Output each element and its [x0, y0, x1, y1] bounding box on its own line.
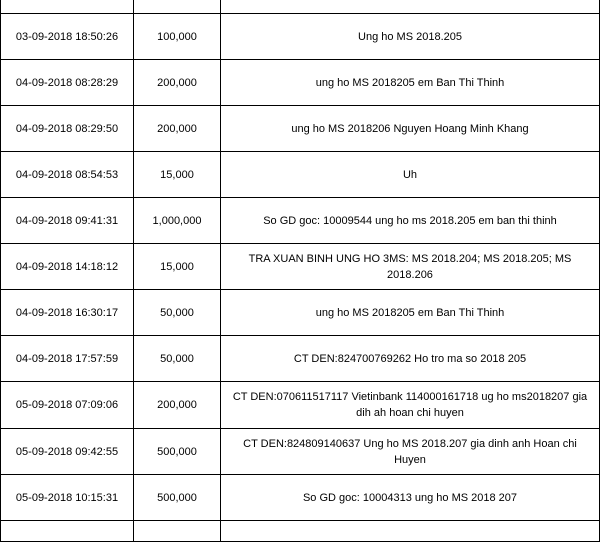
- table-row: [1, 336, 600, 382]
- amount-cell: 50,000: [134, 290, 221, 336]
- time-cell: 04-09-2018 08:54:53: [1, 152, 134, 198]
- amount-cell: 1,000,000: [134, 198, 221, 244]
- description-cell: CT DEN:824700769262 Ho tro ma so 2018 205: [221, 336, 600, 382]
- time-cell: 04-09-2018 08:29:50: [1, 106, 134, 152]
- amount-cell: [134, 0, 221, 14]
- time-cell: [1, 0, 134, 14]
- description-cell: Uh: [221, 152, 600, 198]
- time-cell: [1, 521, 134, 542]
- time-cell: 04-09-2018 16:30:17: [1, 290, 134, 336]
- table-row: [1, 429, 600, 475]
- description-cell: ung ho MS 2018205 em Ban Thi Thinh: [221, 60, 600, 106]
- amount-cell: 50,000: [134, 336, 221, 382]
- table-row: [1, 152, 600, 198]
- table-row: [1, 106, 600, 152]
- amount-cell: 15,000: [134, 152, 221, 198]
- table-row: [1, 244, 600, 290]
- amount-cell: 100,000: [134, 14, 221, 60]
- table-row: [1, 382, 600, 429]
- description-cell: TRA XUAN BINH UNG HO 3MS: MS 2018.204; MS 2018.205; MS 2018.206: [221, 244, 600, 290]
- table-row: [1, 14, 600, 60]
- table-row: [1, 521, 600, 542]
- description-cell: [221, 521, 600, 542]
- time-cell: 03-09-2018 18:50:26: [1, 14, 134, 60]
- description-cell: Ung ho MS 2018.205: [221, 14, 600, 60]
- table-row: [1, 60, 600, 106]
- description-cell: CT DEN:070611517117 Vietinbank 114000161718 ug ho ms2018207 gia dih ah hoan chi huyen: [221, 382, 600, 429]
- description-cell: ung ho MS 2018205 em Ban Thi Thinh: [221, 290, 600, 336]
- amount-cell: 500,000: [134, 475, 221, 521]
- time-cell: 04-09-2018 17:57:59: [1, 336, 134, 382]
- time-cell: 04-09-2018 09:41:31: [1, 198, 134, 244]
- description-cell: CT DEN:824809140637 Ung ho MS 2018.207 gia dinh anh Hoan chi Huyen: [221, 429, 600, 475]
- table-row: [1, 0, 600, 14]
- amount-cell: 200,000: [134, 60, 221, 106]
- table-row: [1, 290, 600, 336]
- time-cell: 05-09-2018 07:09:06: [1, 382, 134, 429]
- description-cell: [221, 0, 600, 14]
- amount-cell: 500,000: [134, 429, 221, 475]
- amount-cell: 15,000: [134, 244, 221, 290]
- time-cell: 05-09-2018 09:42:55: [1, 429, 134, 475]
- description-cell: So GD goc: 10004313 ung ho MS 2018 207: [221, 475, 600, 521]
- time-cell: 05-09-2018 10:15:31: [1, 475, 134, 521]
- amount-cell: 200,000: [134, 106, 221, 152]
- time-cell: 04-09-2018 14:18:12: [1, 244, 134, 290]
- time-cell: 04-09-2018 08:28:29: [1, 60, 134, 106]
- amount-cell: 200,000: [134, 382, 221, 429]
- amount-cell: [134, 521, 221, 542]
- description-cell: So GD goc: 10009544 ung ho ms 2018.205 em ban thi thinh: [221, 198, 600, 244]
- description-cell: ung ho MS 2018206 Nguyen Hoang Minh Khang: [221, 106, 600, 152]
- table-row: [1, 198, 600, 244]
- table-row: [1, 475, 600, 521]
